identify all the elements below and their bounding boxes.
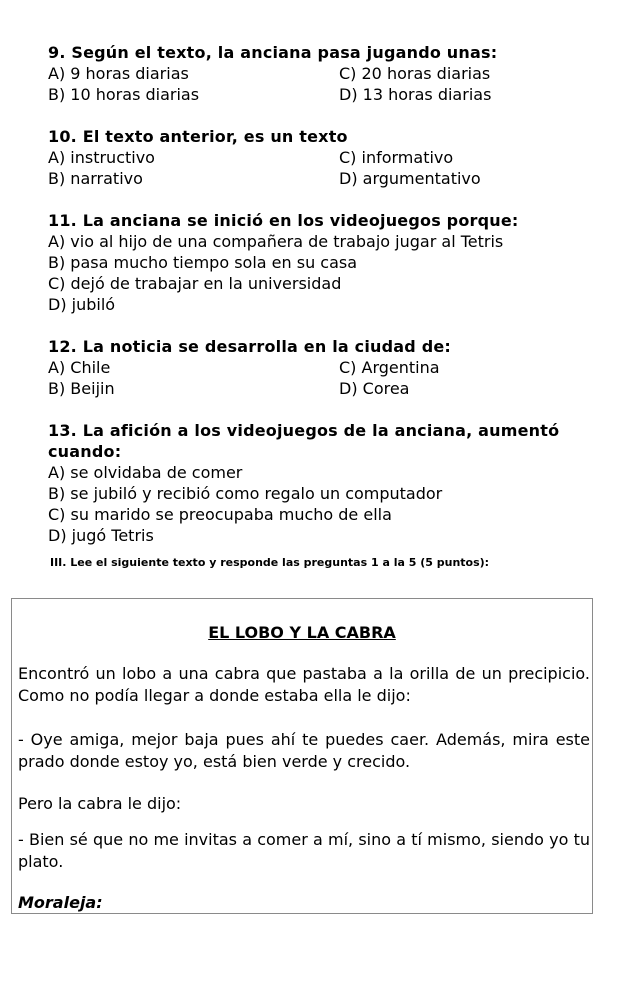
option-a: A) vio al hijo de una compañera de trabajo jugar al Tetris bbox=[48, 232, 504, 251]
option-a: A) 9 horas diarias bbox=[48, 64, 189, 83]
story-paragraph: - Bien sé que no me invitas a comer a mí, sino a tí mismo, siendo yo tu plato. bbox=[18, 830, 590, 871]
option-row bbox=[48, 378, 608, 399]
moral-label: Moraleja: bbox=[18, 893, 103, 912]
option-c: C) Argentina bbox=[339, 358, 440, 377]
option-a: A) se olvidaba de comer bbox=[48, 463, 243, 482]
option-c: C) 20 horas diarias bbox=[339, 64, 491, 83]
option-c: C) su marido se preocupaba mucho de ella bbox=[48, 505, 392, 524]
option-row bbox=[48, 357, 608, 378]
option-a: A) instructivo bbox=[48, 148, 155, 167]
option-b: B) Beijin bbox=[48, 379, 115, 398]
option-row bbox=[48, 84, 608, 105]
question-12 bbox=[48, 336, 608, 399]
option-row bbox=[48, 63, 608, 84]
question-title: 12. La noticia se desarrolla en la ciudad de: bbox=[48, 337, 452, 356]
story-paragraph: Pero la cabra le dijo: bbox=[18, 794, 182, 813]
option-d: D) argumentativo bbox=[339, 169, 481, 188]
question-11 bbox=[48, 210, 608, 315]
option-d: D) jugó Tetris bbox=[48, 526, 154, 545]
story-paragraph: Encontró un lobo a una cabra que pastaba a la orilla de un precipicio. Como no podía llegar a donde estaba ella le dijo: bbox=[18, 664, 590, 705]
story-paragraph: - Oye amiga, mejor baja pues ahí te puedes caer. Además, mira este prado donde estoy yo, está bien verde y crecido. bbox=[18, 730, 590, 771]
question-title: 9. Según el texto, la anciana pasa jugando unas: bbox=[48, 43, 498, 62]
story-title: EL LOBO Y LA CABRA bbox=[208, 623, 396, 642]
option-b: B) narrativo bbox=[48, 169, 143, 188]
option-row bbox=[48, 147, 608, 168]
question-13 bbox=[48, 420, 593, 546]
option-a: A) Chile bbox=[48, 358, 111, 377]
question-title: 13. La afición a los videojuegos de la anciana, aumentó cuando: bbox=[48, 421, 560, 461]
question-title: 10. El texto anterior, es un texto bbox=[48, 127, 348, 146]
question-9 bbox=[48, 42, 608, 105]
option-b: B) pasa mucho tiempo sola en su casa bbox=[48, 253, 358, 272]
option-b: B) 10 horas diarias bbox=[48, 85, 200, 104]
option-row bbox=[48, 168, 608, 189]
option-d: D) jubiló bbox=[48, 295, 116, 314]
section-instruction: III. Lee el siguiente texto y responde las preguntas 1 a la 5 (5 puntos): bbox=[50, 556, 490, 569]
option-c: C) informativo bbox=[339, 148, 454, 167]
option-d: D) Corea bbox=[339, 379, 410, 398]
question-title: 11. La anciana se inició en los videojuegos porque: bbox=[48, 211, 519, 230]
option-c: C) dejó de trabajar en la universidad bbox=[48, 274, 342, 293]
story-box bbox=[11, 598, 593, 914]
option-d: D) 13 horas diarias bbox=[339, 85, 492, 104]
option-b: B) se jubiló y recibió como regalo un computador bbox=[48, 484, 443, 503]
question-10 bbox=[48, 126, 608, 189]
